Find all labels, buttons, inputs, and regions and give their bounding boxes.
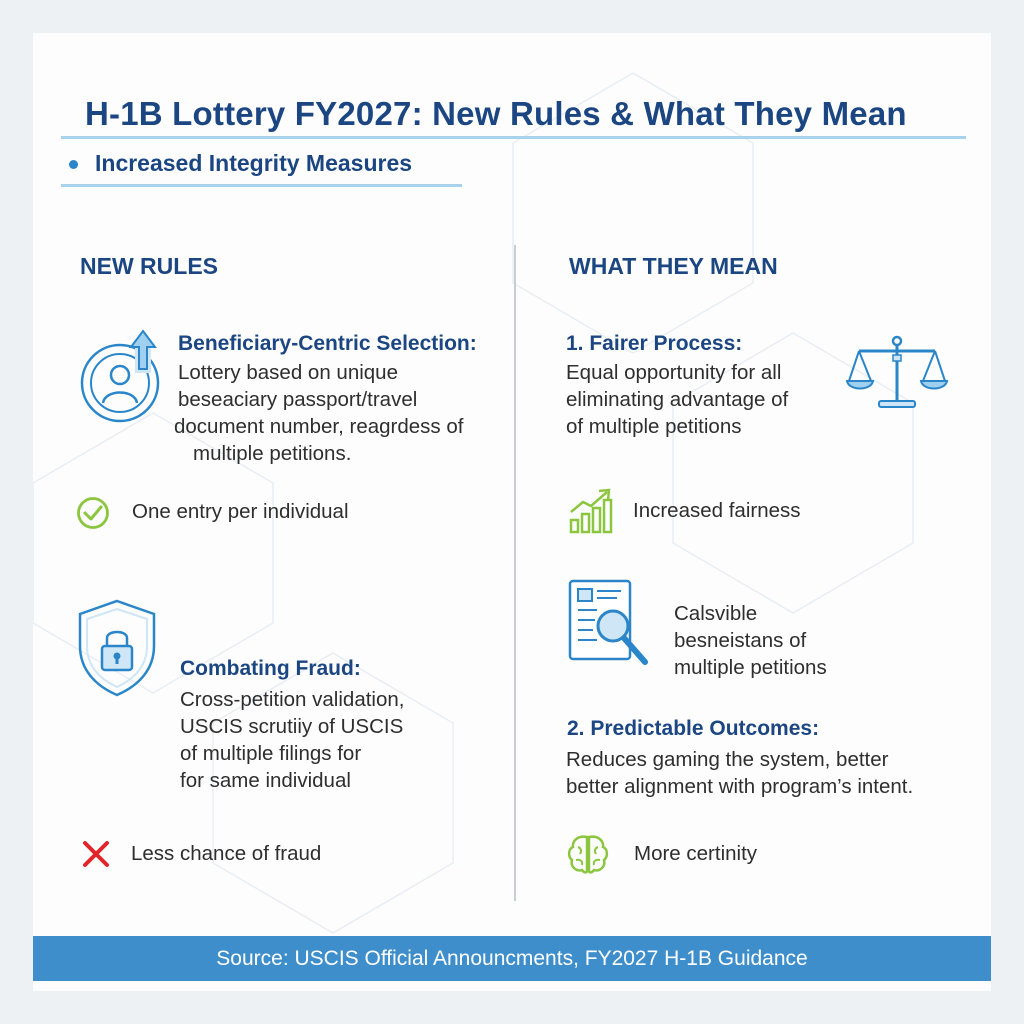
shield-lock-icon <box>76 598 158 698</box>
brain-text: More certinity <box>634 842 758 865</box>
page-title: H-1B Lottery FY2027: New Rules & What They Mean <box>85 95 907 132</box>
what-they-mean-heading: WHAT THEY MEAN <box>569 253 778 279</box>
predictable-line-2: better alignment with program’s intent. <box>566 775 914 798</box>
predictable-line-1: Reduces gaming the system, better <box>566 748 889 771</box>
user-arrow-icon <box>75 329 165 425</box>
fraud-line-4: for same individual <box>180 769 351 792</box>
brain-icon <box>566 833 610 875</box>
source-footer <box>33 936 991 981</box>
fairer-line-1: Equal opportunity for all <box>566 361 782 384</box>
document-search-icon <box>567 578 653 670</box>
source-text: Source: USCIS Official Announcments, FY2027 H-1B Guidance <box>216 947 808 970</box>
doc-line-2: besneistans of <box>674 629 807 652</box>
beneficiary-line-4: multiple petitions. <box>193 442 352 465</box>
title-underline <box>61 136 966 139</box>
fairer-line-2: eliminating advantage of <box>566 388 789 411</box>
beneficiary-selection-title: Beneficiary-Centric Selection: <box>178 332 477 355</box>
doc-line-1: Calsvible <box>674 602 758 625</box>
scales-icon <box>845 333 949 411</box>
subtitle: Increased Integrity Measures <box>95 150 413 176</box>
beneficiary-line-1: Lottery based on unique <box>178 361 398 384</box>
cross-icon <box>81 839 111 869</box>
fraud-line-1: Cross-petition validation, <box>180 688 405 711</box>
subtitle-underline <box>61 184 462 187</box>
fraud-line-2: USCIS scrutiiy of USCIS <box>180 715 404 738</box>
combating-fraud-title: Combating Fraud: <box>180 657 361 680</box>
check-circle-icon <box>76 496 110 530</box>
fraud-line-3: of multiple filings for <box>180 742 362 765</box>
beneficiary-line-2: beseaciary passport/travel <box>178 388 418 411</box>
cross-text: Less chance of fraud <box>131 842 322 865</box>
beneficiary-line-3: document number, reagrdess of <box>174 415 464 438</box>
growth-chart-icon <box>569 488 613 534</box>
fairer-line-3: of multiple petitions <box>566 415 742 438</box>
doc-line-3: multiple petitions <box>674 656 827 679</box>
column-divider <box>514 245 516 901</box>
chart-text: Increased fairness <box>633 499 801 522</box>
predictable-outcomes-title: 2. Predictable Outcomes: <box>567 717 820 740</box>
infographic-card <box>33 33 991 991</box>
new-rules-heading: NEW RULES <box>80 253 218 279</box>
fairer-process-title: 1. Fairer Process: <box>566 332 743 355</box>
check-text: One entry per individual <box>132 500 349 523</box>
subtitle-bullet <box>69 160 78 169</box>
